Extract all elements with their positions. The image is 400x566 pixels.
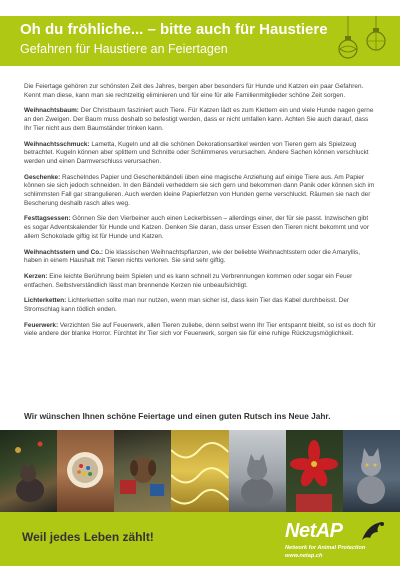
section-candles xyxy=(24,273,376,290)
section-text: Lichterketten sollte man nur nutzen, wenn man sicher ist, dass kein Tier das Kabel durchbeisst. Der Stromschlag kann tödlich enden. xyxy=(24,297,350,314)
section-food xyxy=(24,215,376,241)
section-decoration xyxy=(24,141,376,167)
section-text: Verzichten Sie auf Feuerwerk, allen Tieren zuliebe, denn selbst wenn Ihr Tier entspannt bleibt, so ist es doch für viele andere der blanke Horror. Fürchtet ihr Tier sich vor Feuerwerk, sorgen sie für eine ruhige Rückzugsmöglichkeit. xyxy=(24,321,376,338)
treat-plate-icon xyxy=(57,430,114,512)
christmas-ornaments-icon xyxy=(332,16,392,66)
intro-paragraph: Die Feiertage gehören zur schönsten Zeit des Jahres, bergen aber besonders für Hunde und Katzen ein paar Gefahren. Kennt man diese, kann man sie rechtzeitig eliminieren und für eine für alle Familienmitglieder schöne Zeit sorgen. xyxy=(24,83,364,99)
photo-dog-presents xyxy=(114,430,171,512)
dog-icon xyxy=(114,430,171,512)
footer-banner xyxy=(0,512,400,566)
cat-icon xyxy=(0,430,57,512)
section-plants xyxy=(24,249,376,266)
section-fireworks xyxy=(24,322,376,339)
section-label: Weihnachtsbaum: xyxy=(24,107,79,115)
section-label: Feuerwerk: xyxy=(24,321,59,329)
section-label: Geschenke: xyxy=(24,173,61,181)
closing-greeting: Wir wünschen Ihnen schöne Feiertage und einen guten Rutsch ins Neue Jahr. xyxy=(24,411,331,421)
photo-cat-window xyxy=(229,430,286,512)
cat-icon xyxy=(229,430,286,512)
section-text: Gönnen Sie den Vierbeiner auch einen Leckerbissen – allerdings einer, der für sie passt. Inzwischen gibt es sogar Adventskalender für Hunde und Katzen. Denken Sie daran, dass unser Essen den Tieren nicht bekommt und vor allem Schokolade giftig ist für Hunde und Katzen. xyxy=(24,215,369,240)
poinsettia-icon xyxy=(286,430,343,512)
logo-wordmark: NetAP xyxy=(285,520,343,542)
section-text: Der Christbaum fasziniert auch Tiere. Für Katzen lädt es zum Klettern ein und viele Hunde nagen gerne an den Zweigen. Der Baum muss deshalb so befestigt werden, dass er nicht umfallen kann. Achten Sie auch darauf, dass Ihr Tier nicht aus dem Baumständer trinken kann. xyxy=(24,107,374,132)
section-text: Die klassischen Weihnachtspflanzen, wie der beliebte Weihnachtsstern oder die Amaryllis, haben in einem Haushalt mit Tieren nichts verloren. Sie sind sehr giftig. xyxy=(24,248,361,265)
photo-tinsel xyxy=(171,430,228,512)
section-text: Eine leichte Berührung beim Spielen und es kann schnell zu Verbrennungen kommen oder sogar ein Feuer entfachen. Selbstverständlich lässt man brennende Kerzen nie unbeaufsichtigt. xyxy=(24,272,353,289)
photo-treats xyxy=(57,430,114,512)
section-lights xyxy=(24,297,376,314)
footer-slogan: Weil jedes Leben zählt! xyxy=(22,530,154,544)
section-label: Lichterketten: xyxy=(24,297,67,305)
logo-url: www.netap.ch xyxy=(285,553,323,559)
logo-tagline: Network for Animal Protection xyxy=(285,545,366,551)
header-banner xyxy=(0,16,400,66)
section-text: Raschelndes Papier und Geschenkbändeli üben eine magische Anziehung auf einige Tiere aus. Am Papier können sie sich jedoch schneiden. In den Bändeli verheddern sie sich gern und bekommen dann Panik oder können sich im schlimmsten Fall gar strangulieren. Auch werden kleine Papierfetzen von Hunden gerne verschluckt. Räumen sie nach der Bescherung deshalb rasch alles weg. xyxy=(24,173,375,207)
section-label: Kerzen: xyxy=(24,272,48,280)
photo-strip xyxy=(0,430,400,512)
tinsel-icon xyxy=(171,430,228,512)
section-gifts xyxy=(24,174,376,209)
section-label: Weihnachtsschmuck: xyxy=(24,140,90,148)
photo-cat-tree xyxy=(0,430,57,512)
paw-bird-logo-icon xyxy=(358,518,388,546)
photo-cat-grey xyxy=(343,430,400,512)
page-subtitle: Gefahren für Haustiere an Feiertagen xyxy=(20,42,228,56)
section-label: Festtagsessen: xyxy=(24,215,71,223)
section-tree xyxy=(24,107,376,133)
article-body xyxy=(24,83,376,346)
section-label: Weihnachtsstern und Co.: xyxy=(24,248,104,256)
section-text: Lametta, Kugeln und all die schönen Dekorationsartikel werden von Tieren gern als Spielzeug betrachtet. Kugeln können aber splittern und Schnitte oder Schlimmeres verursachen. Andere Sachen können verschluckt werden und einen Darmverschluss verursachen. xyxy=(24,140,369,165)
page-title: Oh du fröhliche... – bitte auch für Haustiere xyxy=(20,21,328,38)
cat-icon xyxy=(343,430,400,512)
photo-poinsettia xyxy=(286,430,343,512)
